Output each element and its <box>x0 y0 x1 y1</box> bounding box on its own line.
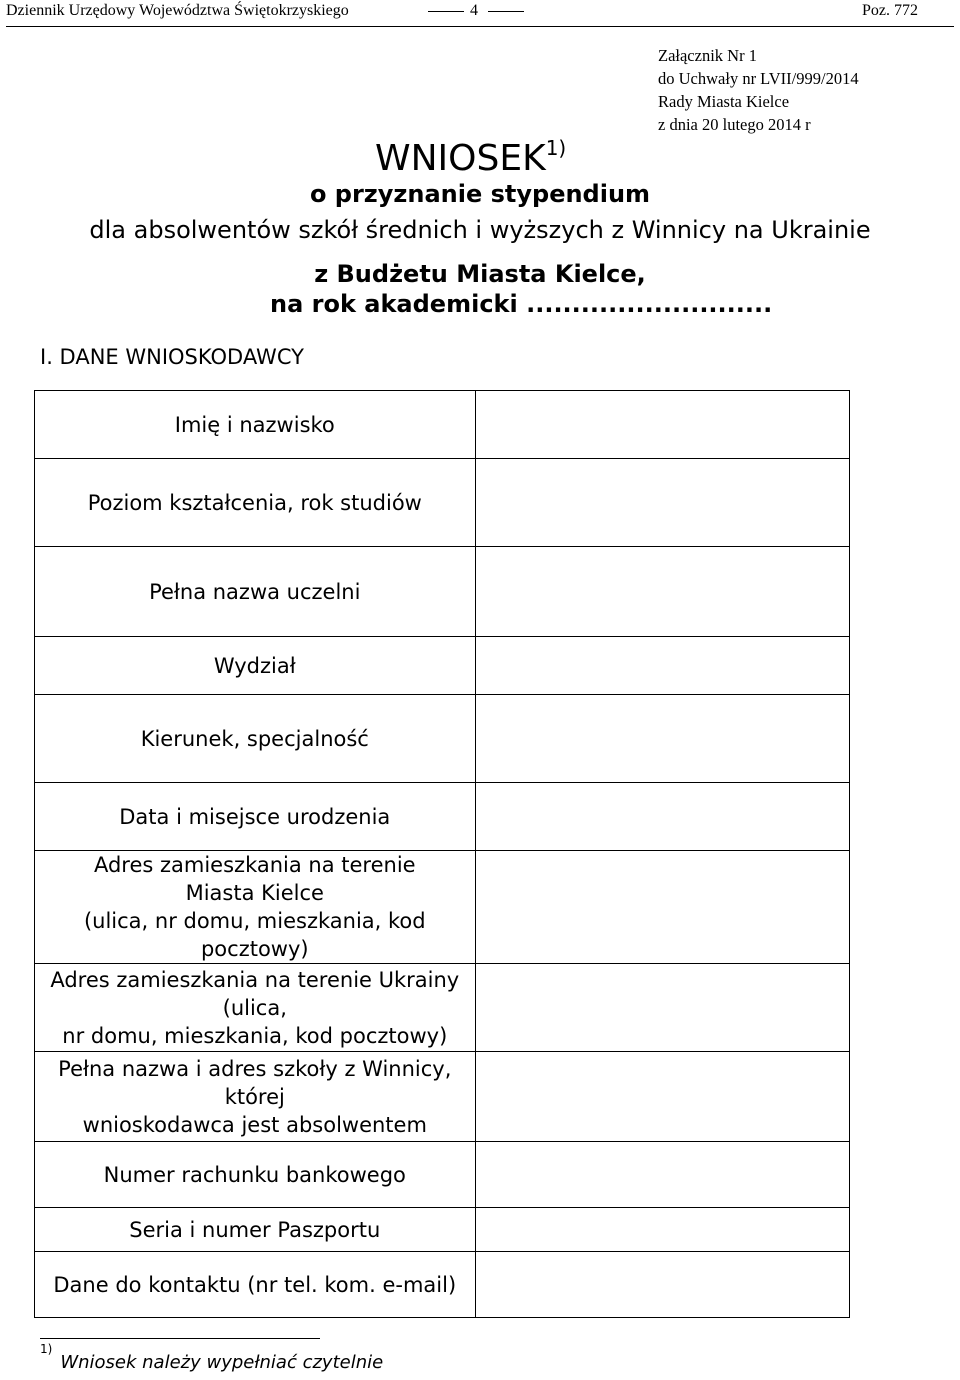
label-line: Adres zamieszkania na terenie Ukrainy (ulica, <box>50 967 460 1020</box>
label-line: Pełna nazwa i adres szkoły z Winnicy, której <box>58 1056 452 1109</box>
table-row <box>35 547 850 637</box>
label-line: nr domu, mieszkania, kod pocztowy) <box>62 1023 448 1048</box>
table-row <box>35 783 850 851</box>
title-subject: o przyznanie stypendium <box>309 180 651 208</box>
row-value-faculty[interactable] <box>475 637 849 695</box>
row-value-birth[interactable] <box>475 783 849 851</box>
label-line: wnioskodawca jest absolwentem <box>82 1112 427 1137</box>
label-line: Adres zamieszkania na terenie <box>93 853 416 877</box>
table-row <box>35 695 850 783</box>
table-row <box>35 1252 850 1318</box>
table-row <box>35 459 850 547</box>
form-title-footnote-marker: 1) <box>545 136 567 160</box>
table-row <box>35 1208 850 1252</box>
row-label-bank-account: Numer rachunku bankowego <box>35 1142 476 1208</box>
row-label-contact: Dane do kontaktu (nr tel. kom. e-mail) <box>35 1252 476 1318</box>
annex-line-4: z dnia 20 lutego 2014 r <box>658 115 811 134</box>
form-title <box>375 128 566 181</box>
row-value-address-ukraine[interactable] <box>475 964 849 1052</box>
row-label-passport: Seria i numer Paszportu <box>35 1208 476 1252</box>
section-heading: I. DANE WNIOSKODAWCY <box>40 345 304 369</box>
footnote-text: Wniosek należy wypełniać czytelnie <box>60 1352 384 1373</box>
table-row <box>35 1052 850 1142</box>
applicant-data-table <box>34 390 850 1318</box>
title-audience: dla absolwentów szkół średnich i wyższych z Winnicy na Ukrainie <box>89 216 871 244</box>
footnote-marker: 1) <box>40 1342 53 1356</box>
row-value-field-of-study[interactable] <box>475 695 849 783</box>
row-value-address-kielce[interactable] <box>475 851 849 964</box>
row-value-bank-account[interactable] <box>475 1142 849 1208</box>
label-line: (ulica, nr domu, mieszkania, kod pocztowy) <box>83 909 426 961</box>
row-label-birth: Data i misejsce urodzenia <box>35 783 476 851</box>
row-label-address-ukraine <box>35 964 476 1052</box>
row-label-name: Imię i nazwisko <box>35 391 476 459</box>
row-label-field-of-study: Kierunek, specjalność <box>35 695 476 783</box>
row-label-address-kielce <box>35 851 476 964</box>
title-budget: z Budżetu Miasta Kielce, <box>314 260 646 288</box>
label-line: Miasta Kielce <box>185 881 324 905</box>
page-number-dash-right <box>488 11 524 12</box>
page-number: 4 <box>470 2 478 19</box>
row-value-contact[interactable] <box>475 1252 849 1318</box>
row-label-university: Pełna nazwa uczelni <box>35 547 476 637</box>
annex-line-3: Rady Miasta Kielce <box>658 92 790 111</box>
form-title-text: WNIOSEK <box>375 138 546 179</box>
table-row <box>35 851 850 964</box>
row-value-university[interactable] <box>475 547 849 637</box>
table-row <box>35 964 850 1052</box>
row-label-faculty: Wydział <box>35 637 476 695</box>
page-number-dash-left <box>428 11 464 12</box>
row-value-passport[interactable] <box>475 1208 849 1252</box>
header-rule <box>6 26 954 27</box>
row-label-school-winnica <box>35 1052 476 1142</box>
title-academic-year: na rok akademicki ........................... <box>270 290 773 318</box>
row-label-education-level: Poziom kształcenia, rok studiów <box>35 459 476 547</box>
table-row <box>35 391 850 459</box>
footnote-rule <box>40 1338 320 1339</box>
table-row <box>35 1142 850 1208</box>
row-value-name[interactable] <box>475 391 849 459</box>
row-value-education-level[interactable] <box>475 459 849 547</box>
annex-line-2: do Uchwały nr LVII/999/2014 <box>658 69 859 88</box>
position-number: Poz. 772 <box>862 2 918 19</box>
row-value-school-winnica[interactable] <box>475 1052 849 1142</box>
journal-title: Dziennik Urzędowy Województwa Świętokrzyskiego <box>6 2 349 19</box>
annex-line-1: Załącznik Nr 1 <box>658 46 757 65</box>
table-row <box>35 637 850 695</box>
footnote <box>40 1342 384 1373</box>
